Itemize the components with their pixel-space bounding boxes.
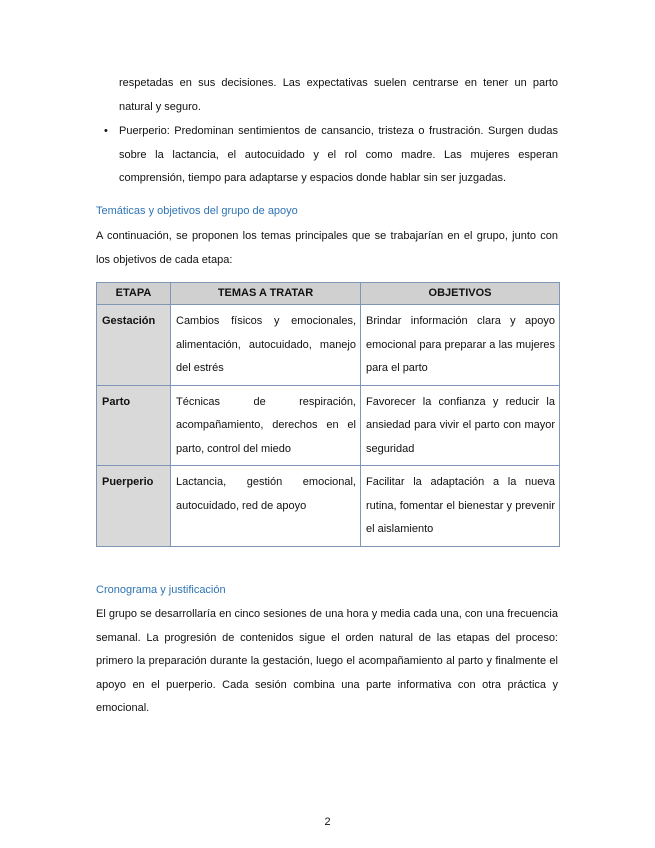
continued-paragraph: respetadas en sus decisiones. Las expectativas suelen centrarse en tener un parto natural y seguro. — [119, 77, 558, 113]
stages-table — [96, 282, 560, 547]
topics-cell: Lactancia, gestión emocional, autocuidado, red de apoyo — [171, 466, 361, 547]
table-header-cell: ETAPA — [97, 283, 171, 305]
section-heading-cronograma: Cronograma y justificación — [96, 584, 226, 596]
page-number: 2 — [324, 816, 331, 828]
stage-cell: Parto — [97, 385, 171, 466]
section-heading-tematicas: Temáticas y objetivos del grupo de apoyo — [96, 205, 298, 217]
bullet-marker: • — [104, 125, 108, 137]
stage-cell: Gestación — [97, 305, 171, 386]
table-header-row — [97, 283, 560, 305]
section-tematicas-paragraph: A continuación, se proponen los temas principales que se trabajarían en el grupo, junto con los objetivos de cada etapa: — [96, 230, 558, 266]
table-header-cell: TEMAS A TRATAR — [171, 283, 361, 305]
objectives-cell: Favorecer la confianza y reducir la ansiedad para vivir el parto con mayor seguridad — [361, 385, 560, 466]
objectives-cell: Facilitar la adaptación a la nueva rutina, fomentar el bienestar y prevenir el aislamiento — [361, 466, 560, 547]
bullet-puerperio-text: Puerperio: Predominan sentimientos de cansancio, tristeza o frustración. Surgen dudas sobre la lactancia, el autocuidado y el rol como madre. Las mujeres esperan comprensión, tiempo para adaptarse y espacios donde hablar sin ser juzgadas. — [119, 125, 558, 184]
section-cronograma-paragraph: El grupo se desarrollaría en cinco sesiones de una hora y media cada una, con una frecuencia semanal. La progresión de contenidos sigue el orden natural de las etapas del proceso: primero la preparación durante la gestación, luego el acompañamiento al parto y finalmente el apoyo en el puerperio. Cada sesión combina una parte informativa con otra práctica y emocional. — [96, 608, 558, 714]
stage-cell: Puerperio — [97, 466, 171, 547]
table-header-cell: OBJETIVOS — [361, 283, 560, 305]
table-row — [97, 305, 560, 386]
objectives-cell: Brindar información clara y apoyo emocional para preparar a las mujeres para el parto — [361, 305, 560, 386]
topics-cell: Cambios físicos y emocionales, alimentación, autocuidado, manejo del estrés — [171, 305, 361, 386]
table-row — [97, 466, 560, 547]
table-row — [97, 385, 560, 466]
topics-cell: Técnicas de respiración, acompañamiento, derechos en el parto, control del miedo — [171, 385, 361, 466]
